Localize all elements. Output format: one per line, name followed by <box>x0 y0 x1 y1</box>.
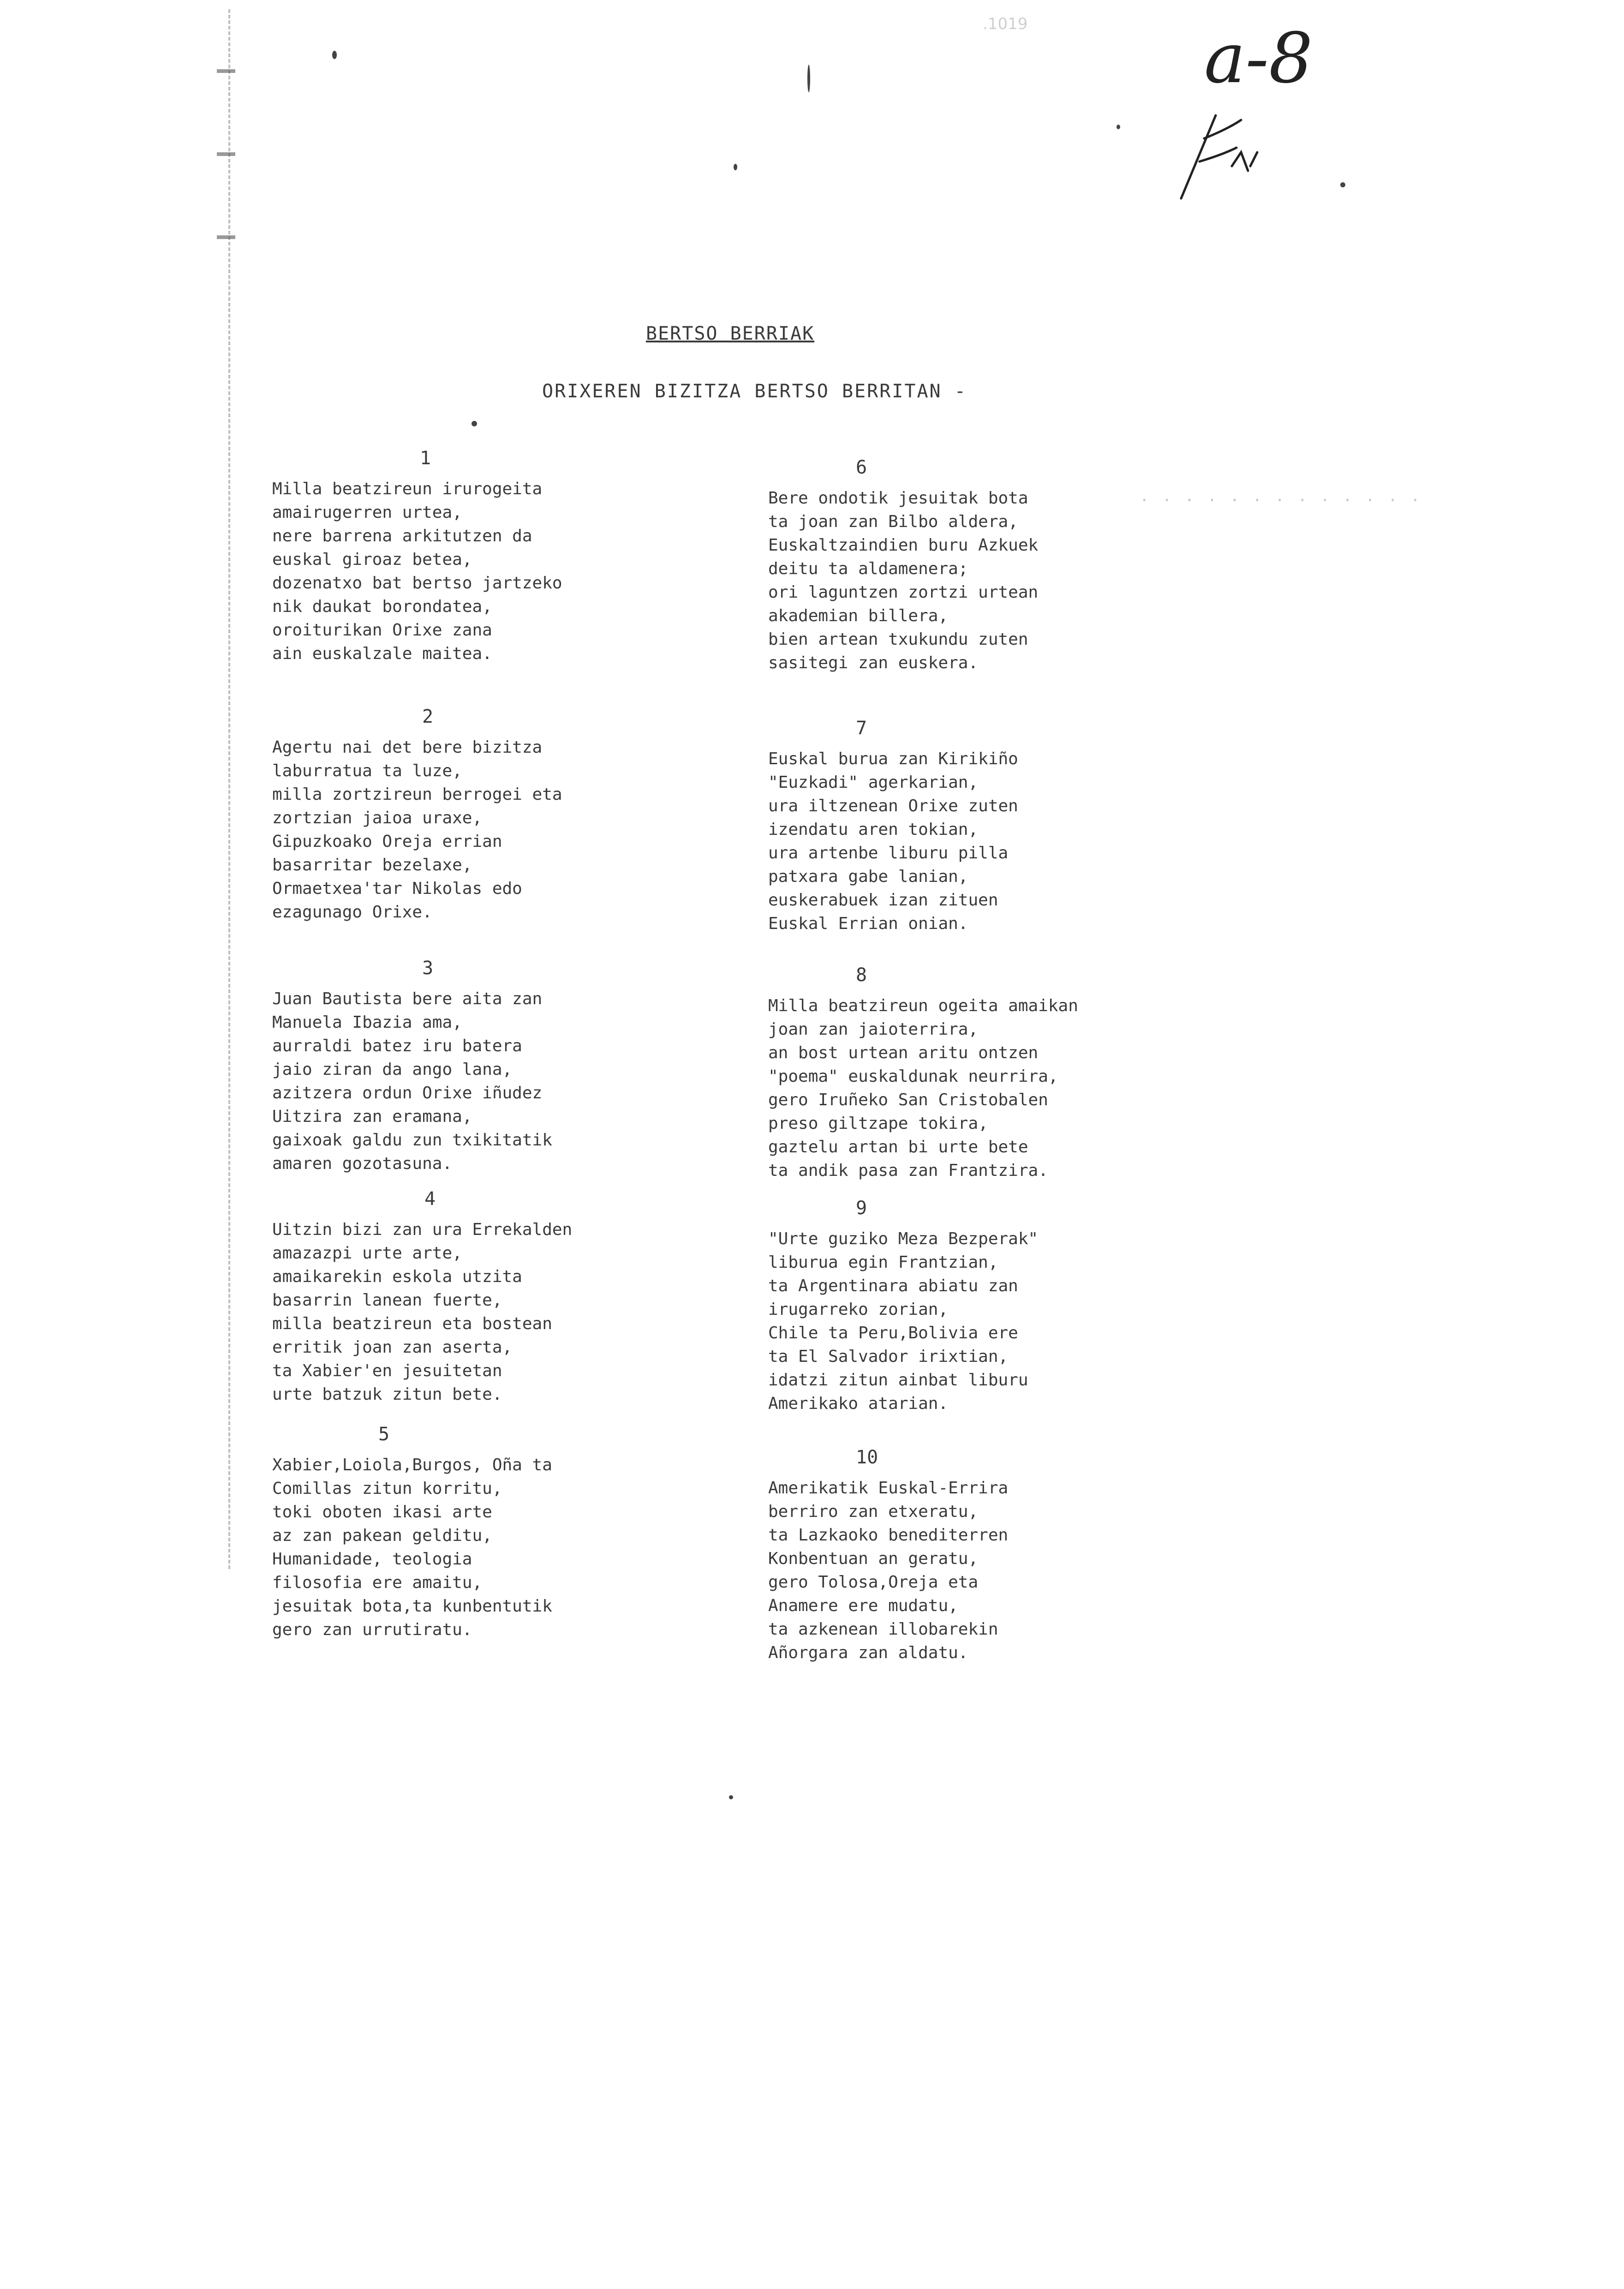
stanza-text: Bere ondotik jesuitak bota ta joan zan Bilbo aldera, Euskaltzaindien buru Azkuek deitu ta aldamenera; ori laguntzen zortzi urtean akademian billera, bien artean txukundu zuten sasitegi zan euskera. <box>768 489 1039 672</box>
stanza <box>768 718 1183 935</box>
stanza-number: 4 <box>424 1188 436 1210</box>
stanza-text: Milla beatzireun ogeita amaikan joan zan jaioterrira, an bost urtean aritu ontzen "poema" euskaldunak neurrira, gero Iruñeko San Cristobalen preso giltzape tokira, gaztelu artan bi urte bete ta andik pasa zan Frantzira. <box>768 996 1078 1180</box>
stanza-number: 2 <box>422 706 434 727</box>
stanza-text: Juan Bautista bere aita zan Manuela Ibazia ama, aurraldi batez iru batera jaio ziran da ango lana, azitzera ordun Orixe iñudez Uitzira zan eramana, gaixoak galdu zun txikitatik amaren gozotasuna. <box>272 989 552 1173</box>
stanza-number: 6 <box>856 457 867 478</box>
binding-mark <box>217 69 235 73</box>
stanza-text: Agertu nai det bere bizitza laburratua ta luze, milla zortzireun berrogei eta zortzian jaioa uraxe, Gipuzkoako Oreja errian basarritar bezelaxe, Ormaetxea'tar Nikolas edo ezagunago Orixe. <box>272 738 562 922</box>
faint-stamp-artifact: .1019 <box>983 15 1028 33</box>
stanza <box>768 965 1183 1182</box>
document-title: BERTSO BERRIAK <box>646 323 815 344</box>
document-subtitle: ORIXEREN BIZITZA BERTSO BERRITAN - <box>542 381 967 402</box>
stanza-number: 10 <box>856 1447 878 1468</box>
stanza <box>272 1188 687 1406</box>
stanza-text: Xabier,Loiola,Burgos, Oña ta Comillas zitun korritu, toki oboten ikasi arte az zan pakean gelditu, Humanidade, teologia filosofia ere amaitu, jesuitak bota,ta kunbentutik gero zan urrutiratu. <box>272 1456 552 1639</box>
stanza-text: Euskal burua zan Kirikiño "Euzkadi" agerkarian, ura iltzenean Orixe zuten izendatu aren tokian, ura artenbe liburu pilla patxara gabe lanian, euskerabuek izan zituen Euskal Errian onian. <box>768 749 1018 933</box>
stanza-text: Milla beatzireun irurogeita amairugerren urtea, nere barrena arkitutzen da euskal giroaz betea, dozenatxo bat bertso jartzeko nik daukat borondatea, oroiturikan Orixe zana ain euskalzale maitea. <box>272 479 562 663</box>
stanza <box>768 457 1183 675</box>
stanza-number: 3 <box>422 958 434 979</box>
handwritten-code: a-8 <box>1204 18 1313 99</box>
stanza <box>768 1198 1183 1415</box>
binding-edge-artifact <box>228 9 237 1569</box>
stanza-text: Amerikatik Euskal-Errira berriro zan etxeratu, ta Lazkaoko benediterren Konbentuan an geratu, gero Tolosa,Oreja eta Anamere ere mudatu, ta azkenean illobarekin Añorgara zan aldatu. <box>768 1479 1009 1662</box>
stanza-number: 5 <box>378 1424 390 1445</box>
stanza-number: 1 <box>420 448 431 469</box>
binding-mark <box>217 152 235 156</box>
stanza-number: 8 <box>856 965 867 986</box>
stanza-text: Uitzin bizi zan ura Errekalden amazazpi urte arte, amaikarekin eskola utzita basarrin lanean fuerte, milla beatzireun eta bostean erritik joan zan aserta, ta Xabier'en jesuitetan urte batzuk zitun bete. <box>272 1220 573 1404</box>
stanza <box>272 1424 687 1642</box>
stanza-number: 7 <box>856 718 867 739</box>
margin-smudge: . . . . . . . . . . . . . <box>1140 487 1422 505</box>
stanza-number: 9 <box>856 1198 867 1219</box>
speck <box>332 51 337 59</box>
binding-mark <box>217 235 235 239</box>
speck <box>1340 182 1345 187</box>
stanza-text: "Urte guziko Meza Bezperak" liburua egin Frantzian, ta Argentinara abiatu zan irugarreko zorian, Chile ta Peru,Bolivia ere ta El Salvador irixtian, idatzi zitun ainbat liburu Amerikako atarian. <box>768 1229 1039 1413</box>
speck <box>1116 125 1120 129</box>
stanza <box>272 958 687 1175</box>
speck <box>472 421 477 426</box>
handwritten-signature <box>1172 111 1264 203</box>
speck <box>734 164 737 170</box>
stanza <box>272 448 687 665</box>
stanza <box>768 1447 1183 1665</box>
speck <box>807 65 810 92</box>
speck <box>729 1795 733 1799</box>
stanza <box>272 706 687 924</box>
signature-mark <box>1172 111 1264 203</box>
